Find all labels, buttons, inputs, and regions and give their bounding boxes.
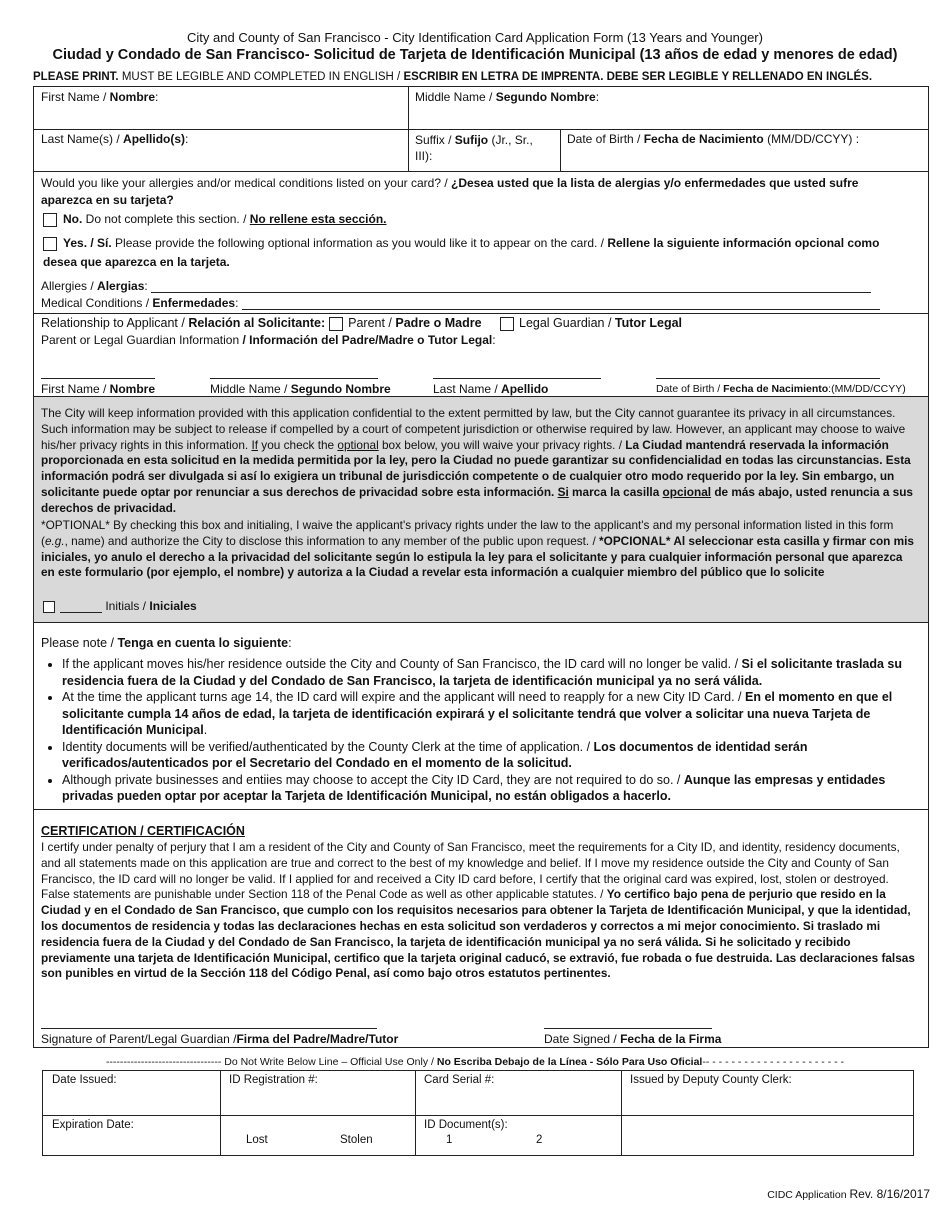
note-item: • At the time the applicant turns age 14, the ID card will expire and the applicant will need to reapply for a new City ID Card. / En el momento en que el solicitante cumpla 14 años de edad, la tarjeta de identificación expirará y el solicitante tendrá que volver a solicitar una nueva Tarjeta de Identificación Municipal. bbox=[62, 689, 917, 739]
privacy-section bbox=[33, 396, 929, 623]
issued-by-label: Issued by Deputy County Clerk: bbox=[630, 1074, 792, 1086]
guardian-first-name[interactable]: First Name / Nombre bbox=[41, 382, 156, 396]
expiration-date-label: Expiration Date: bbox=[52, 1119, 134, 1131]
card-serial-label: Card Serial #: bbox=[424, 1074, 495, 1086]
official-use-table bbox=[42, 1070, 914, 1156]
middle-name-field[interactable]: Middle Name / Segundo Nombre: bbox=[415, 90, 600, 104]
print-instructions: PLEASE PRINT. MUST BE LEGIBLE AND COMPLETED IN ENGLISH / ESCRIBIR EN LETRA DE IMPRENTA. DEBE SER LEGIBLE Y RELLENADO EN INGLÉS. bbox=[33, 71, 873, 83]
date-signed-field[interactable]: Date Signed / Fecha de la Firma bbox=[544, 1032, 722, 1046]
date-issued-label: Date Issued: bbox=[52, 1074, 117, 1086]
last-name-field[interactable]: Last Name(s) / Apellido(s): bbox=[41, 132, 189, 146]
id-document-1: 1 bbox=[446, 1134, 453, 1146]
id-registration-label: ID Registration #: bbox=[229, 1074, 318, 1086]
stolen-label: Stolen bbox=[340, 1134, 373, 1146]
privacy-waiver-checkbox[interactable] bbox=[43, 601, 55, 613]
form-title: City and County of San Francisco - City Identification Card Application Form (13 Years and Younger) bbox=[187, 30, 763, 45]
form-title-es: Ciudad y Condado de San Francisco- Solicitud de Tarjeta de Identificación Municipal (13 años de edad y menores de edad) bbox=[52, 47, 898, 63]
medical-yes-option: Yes. / Sí. Please provide the following optional information as you would like it to appear on the card. / Rellene la siguiente información opcional como desea que aparezca en la tarjeta. bbox=[43, 236, 880, 269]
parent-checkbox[interactable] bbox=[329, 317, 343, 331]
certification-section bbox=[33, 809, 929, 1048]
guardian-last-name[interactable]: Last Name / Apellido bbox=[433, 382, 549, 396]
certification-text: I certify under penalty of perjury that I am a resident of the City and County of San Francisco, meet the requirements for a City ID, and identity, residency documents, and all statements made on this application are true and correct to the best of my knowledge and belief. If I move my residence outside the City and County of San Francisco, the ID card will no longer be valid. If I applied for and received a City ID card before, I certify that the original card was expired, lost, stolen or destroyed. False statements are punishable under Section 118 of the Penal Code as well as other applicable statutes. / Yo certifico bajo pena de perjurio que resido en la Ciudad y en el Condado de San Francisco, que cumplo con los requisitos necesarios para obtener la Tarjeta de Identificación Municipal, y que la identidad, los documentos de residencia y todas las declaraciones hechas en esta solicitud son verdaderos y correctos a mi mejor conocimiento. Si traslado mi residencia fuera de la Ciudad y del Condado de San Francisco, la tarjeta de identificación municipal ya no será válida. Si he solicitado y recibido previamente una tarjeta de Identificación Municipal, certifico que la tarjeta original caducó, se extravió, fue robada o fue destruida. Las declaraciones falsas son punibles en virtud de la Sección 118 del Código Penal, así como bajo otros estatutos pertinentes. bbox=[41, 840, 915, 981]
guardian-middle-name[interactable]: Middle Name / Segundo Nombre bbox=[210, 382, 391, 396]
medical-section bbox=[33, 171, 929, 397]
note-item: • If the applicant moves his/her residence outside the City and County of San Francisco, the ID card will no longer be valid. / Si el solicitante traslada su residencia fuera de la Ciudad y del Condado de San Francisco, la tarjeta de identificación municipal ya no será válida. bbox=[62, 656, 917, 689]
lost-label: Lost bbox=[246, 1134, 268, 1146]
dob-field[interactable]: Date of Birth / Fecha de Nacimiento (MM/DD/CCYY) : bbox=[567, 132, 860, 146]
initials-input[interactable] bbox=[60, 612, 102, 613]
medical-no-option: No. Do not complete this section. / No rellene esta sección. bbox=[36, 209, 916, 230]
allergies-field[interactable]: Allergies / Alergias: bbox=[34, 276, 914, 296]
certification-heading: CERTIFICATION / CERTIFICACIÓN bbox=[41, 824, 245, 838]
medical-no-checkbox[interactable] bbox=[43, 213, 57, 227]
privacy-optional-waiver: *OPTIONAL* By checking this box and initialing, I waive the applicant's privacy rights under the law to the applicant's and my personal information listed in this form (e.g., name) and authorize the City to disclose this information to any member of the public upon request. / *OPCIONAL* Al seleccionar esta casilla y firmar con mis iniciales, yo anulo el derecho a la privacidad del solicitante según lo estipula la ley para el solicitante y para cualquier información personal que aparezca en este formulario (por ejemplo, el nombre) y autoriza a la Ciudad a revelar esta información a cualquier miembro del público que lo solicite bbox=[41, 518, 914, 580]
guardian-dob[interactable]: Date of Birth / Fecha de Nacimiento:(MM/DD/CCYY) bbox=[656, 383, 906, 395]
relationship-row: Relationship to Applicant / Relación al Solicitante: Parent / Padre o Madre Legal Guardian / Tutor Legal bbox=[41, 316, 683, 330]
guardian-signature-field[interactable]: Signature of Parent/Legal Guardian /Firma del Padre/Madre/Tutor bbox=[41, 1032, 399, 1046]
notes-section bbox=[33, 622, 929, 810]
first-name-field[interactable]: First Name / Nombre: bbox=[41, 90, 159, 104]
note-item: • Identity documents will be verified/authenticated by the County Clerk at the time of application. / Los documentos de identidad serán verificados/autenticados por el Secretario del Condado en el momento de la solicitud. bbox=[62, 739, 917, 772]
id-documents-label: ID Document(s): bbox=[424, 1119, 508, 1131]
official-use-divider: --------------------------------- Do Not Write Below Line – Official Use Only / No Escriba Debajo de la Línea - Sólo Para Uso Oficial-- - - - - - - - - - - - - - - - - - - - - - bbox=[105, 1056, 845, 1068]
conditions-field[interactable]: Medical Conditions / Enfermedades: bbox=[34, 293, 914, 313]
form-revision: CIDC Application Rev. 8/16/2017 bbox=[767, 1187, 930, 1201]
applicant-section bbox=[33, 86, 929, 172]
guardian-checkbox[interactable] bbox=[500, 317, 514, 331]
note-item: • Although private businesses and entiies may choose to accept the City ID Card, they are not required to do so. / Aunque las empresas y entidades privadas pueden optar por aceptar la Tarjeta de Identificación Municipal, no están obligados a hacerlo. bbox=[62, 772, 917, 805]
medical-yes-checkbox[interactable] bbox=[43, 237, 57, 251]
suffix-field[interactable]: Suffix / Sufijo (Jr., Sr., III): bbox=[415, 133, 533, 163]
guardian-info-label: Parent or Legal Guardian Information / Información del Padre/Madre o Tutor Legal: bbox=[41, 333, 496, 347]
id-document-2: 2 bbox=[536, 1134, 543, 1146]
initials-row: Initials / Iniciales bbox=[36, 596, 436, 616]
notes-heading: Please note / Tenga en cuenta lo siguiente: bbox=[41, 636, 292, 650]
privacy-notice: The City will keep information provided with this application confidential to the extent permitted by law, but the City cannot guarantee its privacy in all circumstances. Such information may be subject to release if compelled by a court of competent jurisdiction or otherwise required by law. However, an applicant may choose to waive his/her privacy rights in this information. If you check the optional box below, you will waive your privacy rights. / La Ciudad mantendrá reservada la información proporcionada en esta solicitud en la medida permitida por la ley, pero la Ciudad no puede garantizar su confidencialidad en todas las circunstancias. Esta información podrá ser divulgada si así lo exigiera un tribunal de jurisdicción competente o de cualquier otro modo requerido por la ley. Sin embargo, un solicitante puede optar por renunciar a sus derechos de privacidad sobre esta información. Si marca la casilla opcional de más abajo, usted renuncia a sus derechos de privacidad. bbox=[41, 406, 913, 515]
notes-list bbox=[34, 651, 924, 808]
medical-question: Would you like your allergies and/or medical conditions listed on your card? / ¿Desea usted que la lista de alergias y/o enfermedades que usted sufre aparezca en su tarjeta? bbox=[41, 176, 859, 207]
